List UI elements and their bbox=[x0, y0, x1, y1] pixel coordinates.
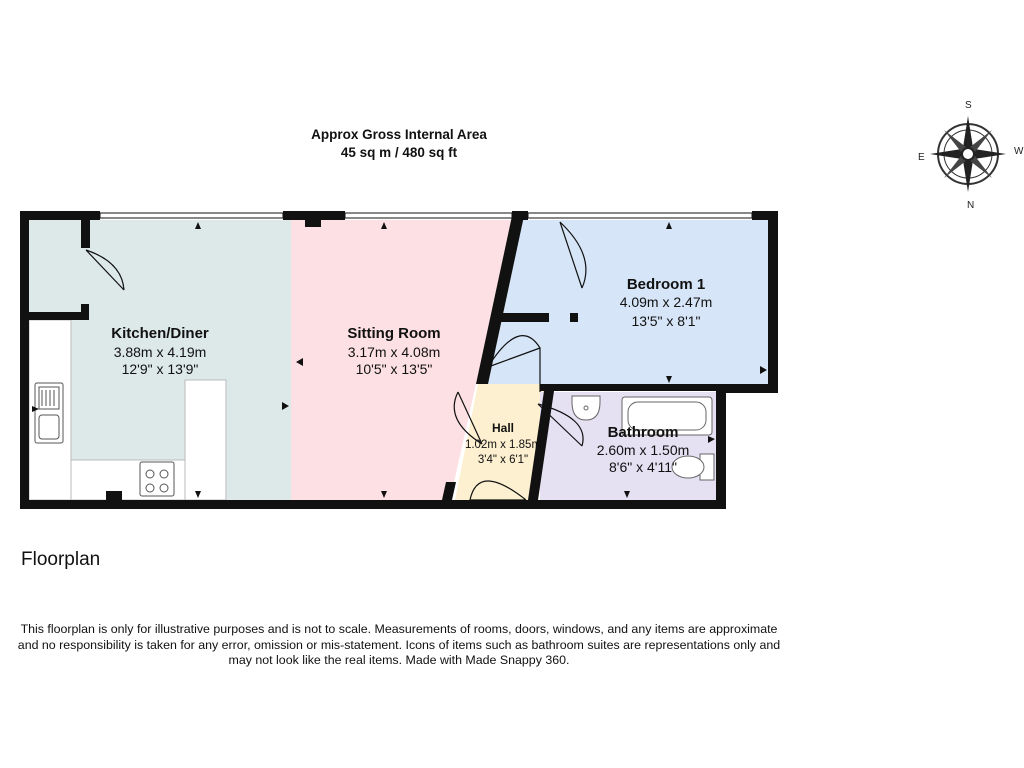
disclaimer-line-1: This floorplan is only for illustrative purposes and is not to scale. Measurements of rooms, doors, windows, and any items are approximate bbox=[20, 622, 778, 636]
compass-north-label: N bbox=[967, 200, 975, 211]
bedroom-1-metric: 4.09m x 2.47m bbox=[619, 294, 713, 310]
bathroom-imperial: 8'6" x 4'11" bbox=[609, 459, 677, 475]
sitting-room-metric: 3.17m x 4.08m bbox=[347, 344, 441, 360]
bedroom-1-label: Bedroom 1 bbox=[626, 276, 706, 293]
compass-west-label: W bbox=[1014, 146, 1024, 157]
sitting-room-imperial: 10'5" x 13'5" bbox=[355, 361, 433, 377]
compass-rose-icon bbox=[918, 100, 1024, 211]
hall-metric: 1.02m x 1.85m bbox=[464, 439, 542, 451]
floorplan-title: Floorplan bbox=[21, 549, 101, 570]
disclaimer-line-3: may not look like the real items. Made with Made Snappy 360. bbox=[228, 653, 570, 667]
compass-south-label: S bbox=[965, 100, 972, 111]
disclaimer-line-2: and no responsibility is taken for any error, omission or mis-statement. Icons of items such as bathroom suites are representations only and bbox=[17, 637, 781, 652]
bedroom-1-imperial: 13'5" x 8'1" bbox=[631, 313, 701, 329]
area-value: 45 sq m / 480 sq ft bbox=[340, 145, 458, 160]
kitchen-diner-imperial: 12'9" x 13'9" bbox=[121, 361, 199, 377]
compass-east-label: E bbox=[918, 152, 925, 163]
basin-icon bbox=[572, 396, 600, 420]
kitchen-diner-label: Kitchen/Diner bbox=[111, 325, 209, 342]
kitchen-diner-metric: 3.88m x 4.19m bbox=[113, 344, 207, 360]
bathroom-label: Bathroom bbox=[607, 424, 679, 441]
sitting-room-label: Sitting Room bbox=[347, 325, 441, 342]
hall-label: Hall bbox=[491, 421, 515, 435]
bathroom-metric: 2.60m x 1.50m bbox=[596, 442, 690, 458]
windows bbox=[100, 213, 752, 218]
disclaimer bbox=[0, 622, 798, 669]
area-title: Approx Gross Internal Area bbox=[311, 127, 487, 142]
hall-imperial: 3'4" x 6'1" bbox=[477, 454, 529, 466]
